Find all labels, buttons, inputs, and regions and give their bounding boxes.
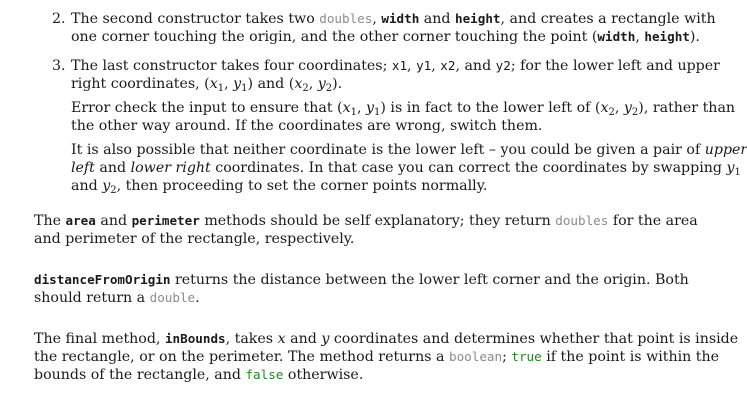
item3-line2: right coordinates, ($x_1$, $y_1$) and ($x_2$, $y_2$). — [71, 76, 343, 94]
area-paragraph-line1: The area and perimeter methods should be self explanatory; they return doubles for the area — [34, 213, 698, 229]
item3-para3-line2: left and lower right coordinates. In that case you can correct the coordinates by swapping $y_1$ — [71, 160, 741, 178]
item2-line1: The second constructor takes two doubles, width and height, and creates a rectangle with — [71, 11, 716, 27]
item3-line1: The last constructor takes four coordinates; x1, y1, x2, and y2; for the lower left and upper — [71, 58, 720, 74]
item3-para2-line2: the other way around. If the coordinates are wrong, switch them. — [71, 118, 543, 134]
list-number-3: 3. — [52, 58, 66, 74]
inbounds-paragraph-line1: The final method, inBounds, takes x and y coordinates and determines whether that point is inside — [34, 331, 739, 347]
distance-paragraph-line2: should return a double. — [34, 290, 200, 306]
inbounds-paragraph-line2: the rectangle, or on the perimeter. The method returns a boolean; true if the point is within the — [34, 349, 720, 365]
item3-para3-line1: It is also possible that neither coordinate is the lower left – you could be given a pair of upper — [71, 142, 747, 158]
inbounds-paragraph-line3: bounds of the rectangle, and false otherwise. — [34, 367, 364, 383]
item3-para3-line3: and $y_2$, then proceeding to set the corner points normally. — [71, 178, 488, 196]
distance-paragraph-line1: distanceFromOrigin returns the distance between the lower left corner and the origin. Both — [34, 272, 689, 288]
item3-para2-line1: Error check the input to ensure that ($x_1$, $y_1$) is in fact to the lower left of ($x_2$, $y_2$), rather than — [71, 100, 736, 118]
item2-line2: one corner touching the origin, and the other corner touching the point (width, height). — [71, 29, 700, 45]
area-paragraph-line2: and perimeter of the rectangle, respectively. — [34, 231, 355, 247]
list-number-2: 2. — [52, 11, 66, 27]
